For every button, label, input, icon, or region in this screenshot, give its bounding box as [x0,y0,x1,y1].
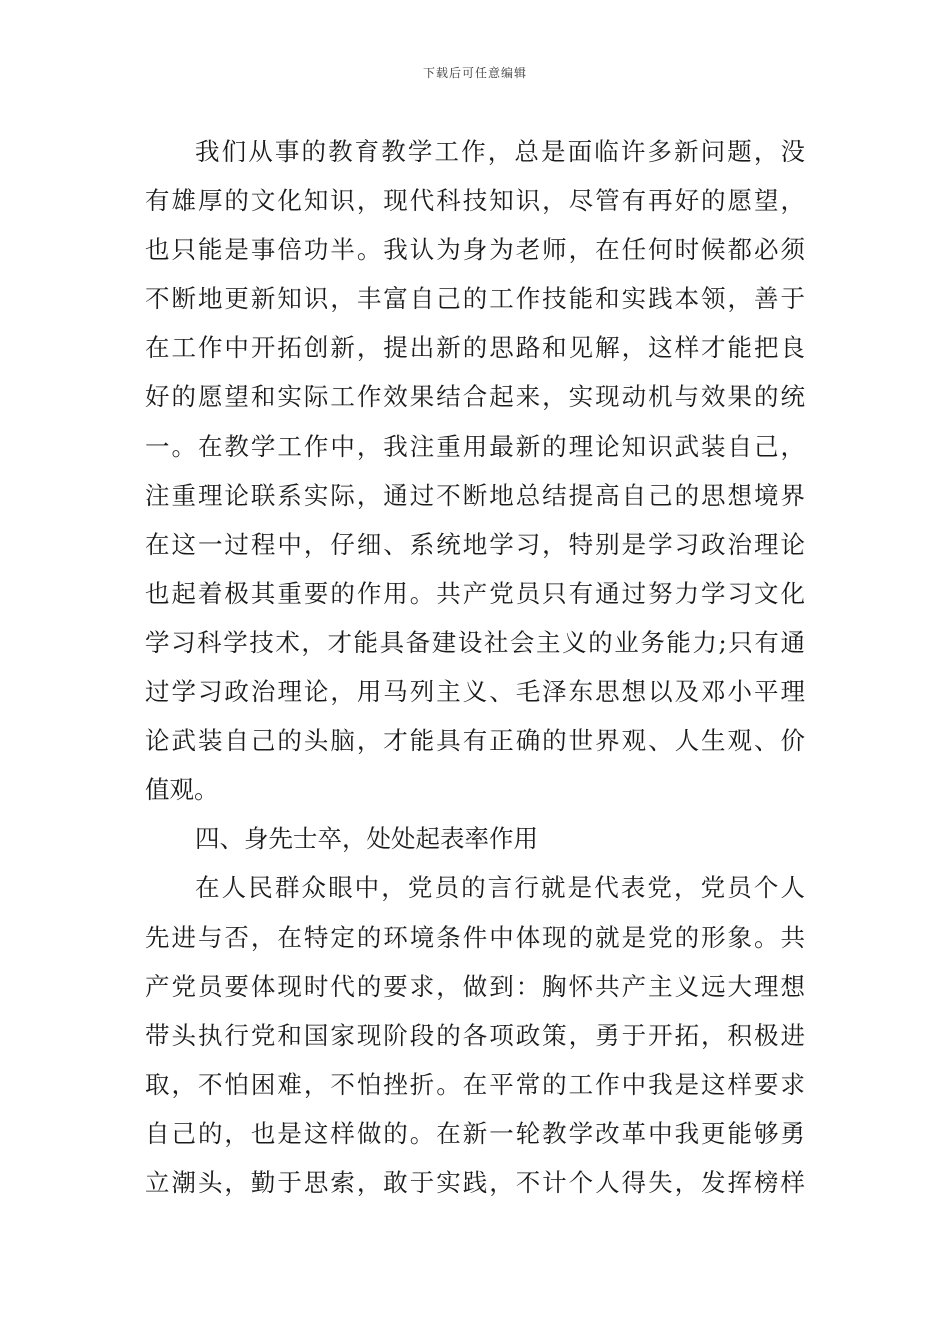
paragraph-line: 一。在教学工作中，我注重用最新的理论知识武装自己， [145,431,805,461]
paragraph-line: 取，不怕困难，不怕挫折。在平常的工作中我是这样要求 [145,1069,805,1099]
paragraph-line: 好的愿望和实际工作效果结合起来，实现动机与效果的统 [145,382,805,412]
paragraph-line: 也只能是事倍功半。我认为身为老师，在任何时候都必须 [145,235,805,265]
paragraph-line: 自己的，也是这样做的。在新一轮教学改革中我更能够勇 [145,1118,805,1148]
paragraph-line: 论武装自己的头脑，才能具有正确的世界观、人生观、价 [145,726,805,756]
paragraph-line: 过学习政治理论，用马列主义、毛泽东思想以及邓小平理 [145,677,805,707]
paragraph-first-line: 在人民群众眼中，党员的言行就是代表党，党员个人 [195,873,805,903]
paragraph-line: 带头执行党和国家现阶段的各项政策，勇于开拓，积极进 [145,1020,805,1050]
paragraph-line: 不断地更新知识，丰富自己的工作技能和实践本领，善于 [145,284,805,314]
paragraph-first-line: 四、身先士卒，处处起表率作用 [195,824,538,854]
page-header: 下载后可任意编辑 [422,66,527,80]
paragraph-line: 学习科学技术，才能具备建设社会主义的业务能力;只有通 [145,627,805,657]
paragraph-line: 在工作中开拓创新，提出新的思路和见解，这样才能把良 [145,333,805,363]
paragraph-line: 有雄厚的文化知识，现代科技知识，尽管有再好的愿望， [145,186,805,216]
paragraph-line: 注重理论联系实际，通过不断地总结提高自己的思想境界 [145,480,805,510]
paragraph-line: 产党员要体现时代的要求，做到：胸怀共产主义远大理想 [145,971,805,1001]
paragraph-line: 立潮头，勤于思索，敢于实践，不计个人得失，发挥榜样 [145,1167,805,1197]
paragraph-line: 先进与否，在特定的环境条件中体现的就是党的形象。共 [145,922,805,952]
document-body [145,127,805,1207]
paragraph-first-line: 我们从事的教育教学工作，总是面临许多新问题，没 [195,137,805,166]
paragraph-line: 也起着极其重要的作用。共产党员只有通过努力学习文化 [145,578,805,608]
paragraph-line: 值观。 [145,775,219,805]
paragraph-line: 在这一过程中，仔细、系统地学习，特别是学习政治理论 [145,529,805,559]
